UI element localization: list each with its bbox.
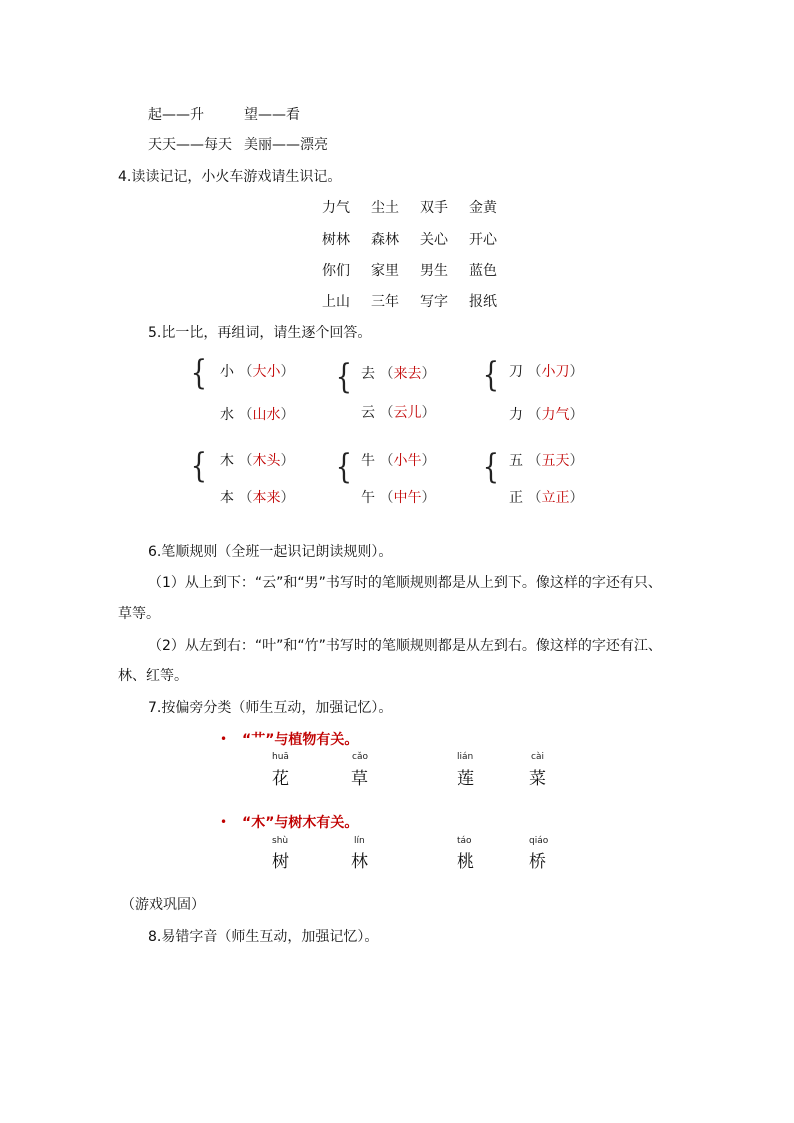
rule-paragraph: （1）从上到下：“云”和“男”书写时的笔顺规则都是从上到下。像这样的字还有只、 xyxy=(148,575,662,591)
hanzi: 林 xyxy=(351,852,368,872)
word-cell: 写字 xyxy=(420,294,448,310)
word-cell: 尘土 xyxy=(371,200,399,216)
pinyin: lián xyxy=(457,752,474,762)
brace-icon: { xyxy=(190,353,207,393)
brace-icon: { xyxy=(482,355,499,395)
word-cell: 开心 xyxy=(469,232,497,248)
section-7-heading: 7.按偏旁分类（师生互动，加强记忆）。 xyxy=(148,700,393,716)
compare-item: 本 （本来） xyxy=(220,490,295,506)
radical-label: “木”与树木有关。 xyxy=(242,815,359,831)
compare-item: 牛 （小牛） xyxy=(361,453,436,469)
word-cell: 树林 xyxy=(322,232,350,248)
bullet-icon: • xyxy=(220,732,228,746)
compare-item: 去 （来去） xyxy=(361,366,436,382)
word-cell: 蓝色 xyxy=(469,263,497,279)
section-5-heading: 5.比一比，再组词，请生逐个回答。 xyxy=(148,325,372,341)
brace-icon: { xyxy=(335,447,352,487)
rule-paragraph: （2）从左到右：“叶”和“竹”书写时的笔顺规则都是从左到右。像这样的字还有江、 xyxy=(148,638,662,654)
compare-item: 正 （立正） xyxy=(509,490,584,506)
word-cell: 金黄 xyxy=(469,200,497,216)
word-cell: 三年 xyxy=(371,294,399,310)
word-cell: 森林 xyxy=(371,232,399,248)
brace-icon: { xyxy=(335,357,352,397)
word-cell: 男生 xyxy=(420,263,448,279)
synonym-pair: 美丽——漂亮 xyxy=(244,137,328,153)
compare-item: 云 （云儿） xyxy=(361,405,436,421)
hanzi: 花 xyxy=(272,769,289,789)
pinyin: shù xyxy=(272,836,289,846)
synonym-pair: 望——看 xyxy=(244,107,300,123)
section-4-heading: 4.读读记记，小火车游戏请生识记。 xyxy=(118,169,342,185)
compare-item: 木 （木头） xyxy=(220,453,295,469)
hanzi: 草 xyxy=(351,769,368,789)
radical-label: “艹”与植物有关。 xyxy=(242,732,359,748)
compare-item: 午 （中午） xyxy=(361,490,436,506)
pinyin: táo xyxy=(457,836,472,846)
pinyin: cài xyxy=(531,752,544,762)
compare-item: 力 （力气） xyxy=(509,407,584,423)
game-note: （游戏巩固） xyxy=(121,897,205,913)
hanzi: 莲 xyxy=(457,769,474,789)
bullet-icon: • xyxy=(220,815,228,829)
brace-icon: { xyxy=(482,447,499,487)
compare-item: 五 （五天） xyxy=(509,453,584,469)
rule-paragraph-cont: 草等。 xyxy=(118,606,160,622)
section-6-heading: 6.笔顺规则（全班一起识记朗读规则）。 xyxy=(148,544,393,560)
pinyin: lín xyxy=(354,836,365,846)
compare-item: 小 （大小） xyxy=(220,364,295,380)
rule-paragraph-cont: 林、红等。 xyxy=(118,668,188,684)
pinyin: qiáo xyxy=(529,836,549,846)
brace-icon: { xyxy=(190,446,207,486)
hanzi: 桃 xyxy=(457,852,474,872)
section-8-heading: 8.易错字音（师生互动，加强记忆）。 xyxy=(148,929,379,945)
compare-item: 刀 （小刀） xyxy=(509,364,584,380)
word-cell: 力气 xyxy=(322,200,350,216)
synonym-pair: 起——升 xyxy=(148,107,204,123)
word-cell: 上山 xyxy=(322,294,350,310)
word-cell: 报纸 xyxy=(469,294,497,310)
pinyin: huā xyxy=(272,752,289,762)
word-cell: 双手 xyxy=(420,200,448,216)
hanzi: 树 xyxy=(272,852,289,872)
compare-item: 水 （山水） xyxy=(220,407,295,423)
word-cell: 关心 xyxy=(420,232,448,248)
pinyin: cǎo xyxy=(352,752,368,762)
hanzi: 桥 xyxy=(529,852,546,872)
hanzi: 菜 xyxy=(529,769,546,789)
synonym-pair: 天天——每天 xyxy=(148,137,232,153)
word-cell: 你们 xyxy=(322,263,350,279)
word-cell: 家里 xyxy=(371,263,399,279)
